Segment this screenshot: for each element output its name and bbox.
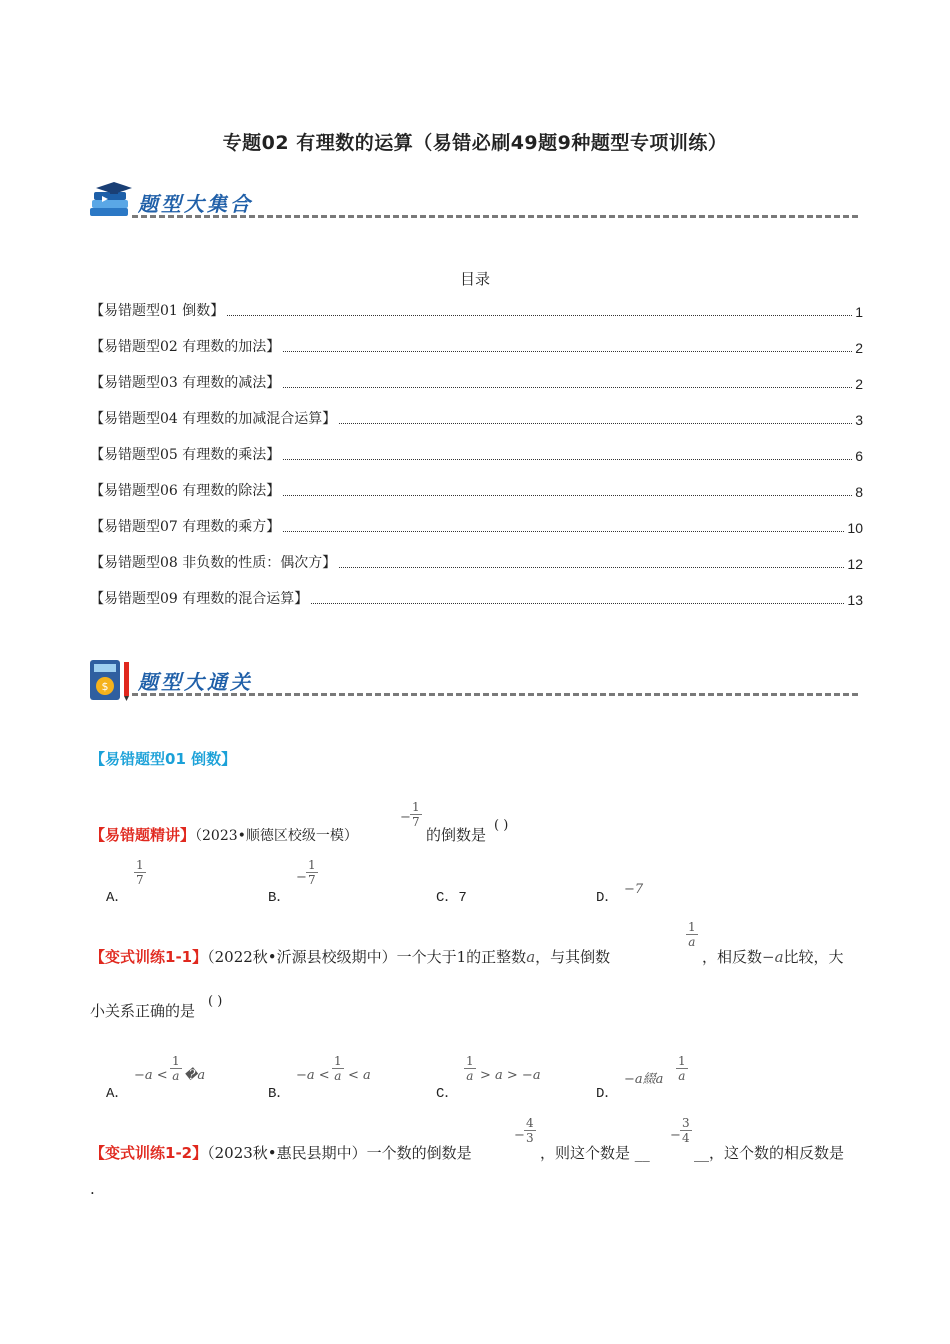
question-text: ，这个数的相反数是 <box>709 1144 845 1162</box>
answer-blank[interactable]: __ <box>634 1144 650 1162</box>
question-text: 比较，大 <box>783 948 844 966</box>
question-text: ，相反数 <box>702 948 763 966</box>
option-b[interactable]: B． <box>268 890 291 906</box>
section-heading: 【易错题型01 倒数】 <box>90 750 237 768</box>
question-source: （2023•顺德区校级一模） <box>195 828 358 844</box>
question-tag: 【易错题精讲】 <box>90 826 196 844</box>
section-banner-collection <box>88 180 858 224</box>
option-a[interactable]: A． <box>106 1086 129 1102</box>
question-2 <box>90 918 870 1028</box>
option-d-expr: −a綴a <box>624 1072 664 1087</box>
fraction: $\frac{1}{7}$ <box>412 800 420 829</box>
fraction: $\frac{1}{a}$ <box>688 920 696 949</box>
option-b[interactable]: B． <box>268 1086 291 1102</box>
variable: −a <box>762 948 784 966</box>
question-tag: 【变式训练1-2】 <box>90 1144 208 1162</box>
option-c[interactable]: C．7 <box>436 890 467 906</box>
question-text: （2022秋•沂源县校级期中）一个大于1的正整数 <box>207 948 527 966</box>
toc-item[interactable]: 【易错题型05 有理数的乘法】 6 <box>90 447 863 464</box>
minus-sign: − <box>400 810 411 825</box>
options-q2 <box>0 1052 950 1104</box>
minus-sign: − <box>670 1128 681 1143</box>
toc-item[interactable]: 【易错题型04 有理数的加减混合运算】 3 <box>90 411 863 428</box>
answer-blank[interactable]: __ <box>694 1144 709 1162</box>
option-c-expr: > a > −a <box>480 1068 541 1083</box>
minus-sign: − <box>296 870 307 885</box>
option-d-fraction: $\frac{1}{a}$ <box>678 1054 686 1083</box>
toc-item[interactable]: 【易错题型02 有理数的加法】 2 <box>90 339 863 356</box>
question-1 <box>90 800 870 850</box>
option-b-expr-left: −a < <box>296 1068 330 1083</box>
options-q1 <box>0 856 950 906</box>
divider <box>132 693 858 696</box>
option-c-fraction: $\frac{1}{a}$ <box>466 1054 474 1083</box>
option-a-fraction: $\frac{1}{a}$ <box>172 1054 180 1083</box>
minus-sign: − <box>514 1128 525 1143</box>
question-text: （2023秋•惠民县期中）一个数的倒数是 <box>207 1144 472 1162</box>
question-3 <box>90 1114 870 1204</box>
toc-item[interactable]: 【易错题型08 非负数的性质：偶次方】 12 <box>90 555 863 572</box>
option-a-fraction: $\frac{1}{7}$ <box>136 858 144 887</box>
option-b-expr-right: < a <box>348 1068 371 1083</box>
fraction: $\frac{4}{3}$ <box>526 1116 534 1145</box>
option-c[interactable]: C． <box>436 1086 459 1102</box>
option-b-fraction: $\frac{1}{7}$ <box>308 858 316 887</box>
page-title: 专题02 有理数的运算（易错必刷49题9种题型专项训练） <box>222 132 728 154</box>
question-text: 的倒数是 <box>426 826 487 844</box>
variable: a <box>526 948 536 966</box>
toc-item[interactable]: 【易错题型01 倒数】 1 <box>90 303 863 320</box>
option-b-fraction: $\frac{1}{a}$ <box>334 1054 342 1083</box>
option-a-expr-left: −a < <box>134 1068 168 1083</box>
banner-label: 题型大通关 <box>138 670 253 694</box>
fraction: $\frac{3}{4}$ <box>682 1116 690 1145</box>
question-text: . <box>90 1180 95 1198</box>
section-banner-practice <box>88 658 858 702</box>
toc-item[interactable]: 【易错题型06 有理数的除法】 8 <box>90 483 863 500</box>
option-a-expr-right: �a <box>184 1068 206 1083</box>
question-text: 小关系正确的是 <box>90 1002 196 1020</box>
svg-text:$: $ <box>101 680 109 693</box>
banner-label: 题型大集合 <box>138 192 253 216</box>
question-tag: 【变式训练1-1】 <box>90 948 208 966</box>
question-text: ，与其倒数 <box>535 948 611 966</box>
books-graduation-cap-icon <box>88 180 132 222</box>
option-d-value: −7 <box>624 882 644 897</box>
answer-blank: ( ) <box>208 994 223 1009</box>
toc-item[interactable]: 【易错题型03 有理数的减法】 2 <box>90 375 863 392</box>
toc-heading: 目录 <box>459 270 490 288</box>
option-d[interactable]: D． <box>596 890 619 906</box>
toc-item[interactable]: 【易错题型09 有理数的混合运算】 13 <box>90 591 863 608</box>
toc-item[interactable]: 【易错题型07 有理数的乘方】 10 <box>90 519 863 536</box>
question-text: ，则这个数是 <box>540 1144 631 1162</box>
calculator-pencil-icon <box>88 658 132 700</box>
option-d[interactable]: D． <box>596 1086 619 1102</box>
answer-blank: ( ) <box>494 818 509 833</box>
divider <box>132 215 858 218</box>
option-a[interactable]: A． <box>106 890 129 906</box>
